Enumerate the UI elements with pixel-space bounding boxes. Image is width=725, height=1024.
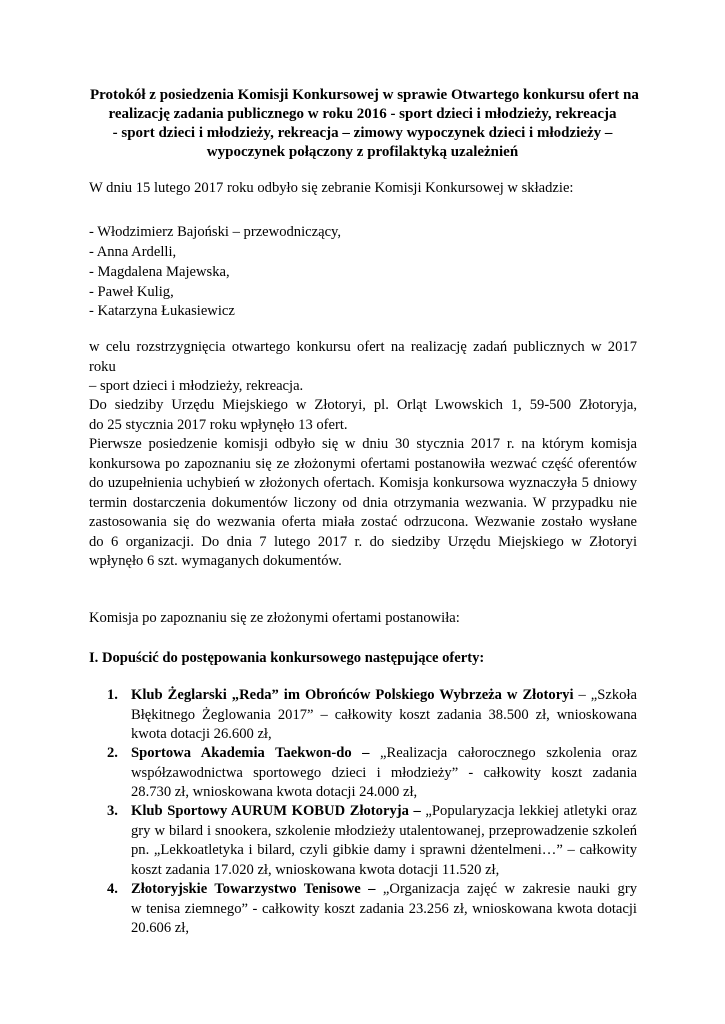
section-heading: I. Dopuścić do postępowania konkursowego następujące oferty: xyxy=(89,650,485,666)
offer-item xyxy=(89,802,637,880)
title-line: wypoczynek połączony z profilaktyką uzależnień xyxy=(206,144,519,160)
text-line: w tenisa ziemnego” - całkowity koszt zadania 23.256 zł, wnioskowana kwota dotacji xyxy=(131,900,637,917)
text-line: Pierwsze posiedzenie komisji odbyło się w dniu 30 stycznia 2017 r. na którym komisja xyxy=(89,436,637,452)
decision-intro: Komisja po zapoznaniu się ze złożonymi ofertami postanowiła: xyxy=(89,610,460,626)
offer-first-line xyxy=(131,880,637,900)
text-line: wpłynęło 6 szt. wymaganych dokumentów. xyxy=(89,553,342,569)
document-title xyxy=(90,86,639,162)
offer-name: Złotoryjskie Towarzystwo Tenisowe – xyxy=(131,881,376,897)
text-line: „Popularyzacja lekkiej atletyki oraz xyxy=(420,803,637,819)
first-meeting-paragraph xyxy=(89,435,637,572)
text-line: Błękitnego Żeglowania 2017” – całkowity koszt zadania 38.500 zł, wnioskowana xyxy=(131,706,637,723)
text-line: roku xyxy=(89,358,116,375)
offer-number: 1. xyxy=(107,687,118,703)
offer-name: Klub Sportowy AURUM KOBUD Złotoryja – xyxy=(131,803,421,819)
offer-first-line xyxy=(131,802,637,822)
committee-member: - Katarzyna Łukasiewicz xyxy=(89,303,235,319)
text-line: współzawodnictwa sportowego dzieci i młodzieży” - całkowity koszt zadania xyxy=(131,764,637,781)
offer-item xyxy=(89,686,637,745)
committee-member: - Anna Ardelli, xyxy=(89,244,177,260)
text-line: Do siedziby Urzędu Miejskiego w Złotoryi, pl. Orląt Lwowskich 1, 59-500 Złotoryja, xyxy=(89,397,637,413)
text-line: „Organizacja zajęć w zakresie nauki gry xyxy=(375,881,637,897)
text-line: termin dostarczenia dokumentów liczony od dnia otrzymania wezwania. W przypadku nie xyxy=(89,494,637,511)
committee-member: - Paweł Kulig, xyxy=(89,284,174,300)
purpose-paragraph xyxy=(89,338,637,397)
offer-number: 3. xyxy=(107,803,118,819)
text-line: koszt zadania 17.020 zł, wnioskowana kwota dotacji 11.520 zł, xyxy=(131,861,500,878)
text-line: do 6 organizacji. Do dnia 7 lutego 2017 r. do siedziby Urzędu Miejskiego w Złotoryi xyxy=(89,533,637,550)
offer-name: Klub Żeglarski „Reda” im Obrońców Polskiego Wybrzeża w Złotoryi xyxy=(131,687,574,703)
offer-item xyxy=(89,744,637,803)
offer-number: 4. xyxy=(107,881,118,897)
offer-first-line xyxy=(131,744,637,764)
title-line: - sport dzieci i młodzieży, rekreacja – zimowy wypoczynek dzieci i młodzieży – xyxy=(112,125,613,141)
intro-paragraph: W dniu 15 lutego 2017 roku odbyło się zebranie Komisji Konkursowej w składzie: xyxy=(89,180,574,196)
text-line: kwota dotacji 26.600 zł, xyxy=(131,726,272,742)
offer-item xyxy=(89,880,637,939)
committee-member: - Włodzimierz Bajoński – przewodniczący, xyxy=(89,224,342,240)
title-line: realizację zadania publicznego w roku 2016 - sport dzieci i młodzieży, rekreacja xyxy=(108,106,617,122)
text-line: w celu rozstrzygnięcia otwartego konkursu ofert na realizację zadań publicznych w 2017 xyxy=(89,339,637,355)
offer-first-line xyxy=(131,686,637,706)
text-line: 20.606 zł, xyxy=(131,920,189,936)
text-line: do uzupełnienia uchybień w złożonych ofertach. Komisja konkursowa wyznaczyła 5 dniowy xyxy=(89,475,637,491)
text-line: gry w bilard i snookera, szkolenie młodzieży utalentowanej, przeprowadzenie szkoleń xyxy=(131,822,637,839)
title-line: Protokół z posiedzenia Komisji Konkursowej w sprawie Otwartego konkursu ofert na xyxy=(90,87,639,103)
seat-paragraph xyxy=(89,396,637,435)
text-line: – sport dzieci i młodzieży, rekreacja. xyxy=(89,378,304,394)
text-line: do 25 stycznia 2017 roku wpłynęło 13 ofert. xyxy=(89,416,348,433)
offer-number: 2. xyxy=(107,745,118,761)
committee-member: - Magdalena Majewska, xyxy=(89,264,230,280)
text-line: – „Szkoła xyxy=(573,687,637,703)
text-line: pn. „Lekkoatletyka i bilard, czyli gibkie damy i sprawni dżentelmeni…” – całkowity xyxy=(131,842,637,858)
offer-name: Sportowa Akademia Taekwon-do – xyxy=(131,745,370,761)
text-line: zastosowania się do wezwania oferta miała zostać odrzucona. Wezwanie zostało wysłane xyxy=(89,514,637,530)
text-line: 28.730 zł, wnioskowana kwota dotacji 24.000 zł, xyxy=(131,784,418,800)
text-line: konkursowa po zapoznaniu się ze złożonymi ofertami postanowiła wezwać część oferentów xyxy=(89,455,637,472)
text-line: „Realizacja całorocznego szkolenia oraz xyxy=(369,745,637,761)
